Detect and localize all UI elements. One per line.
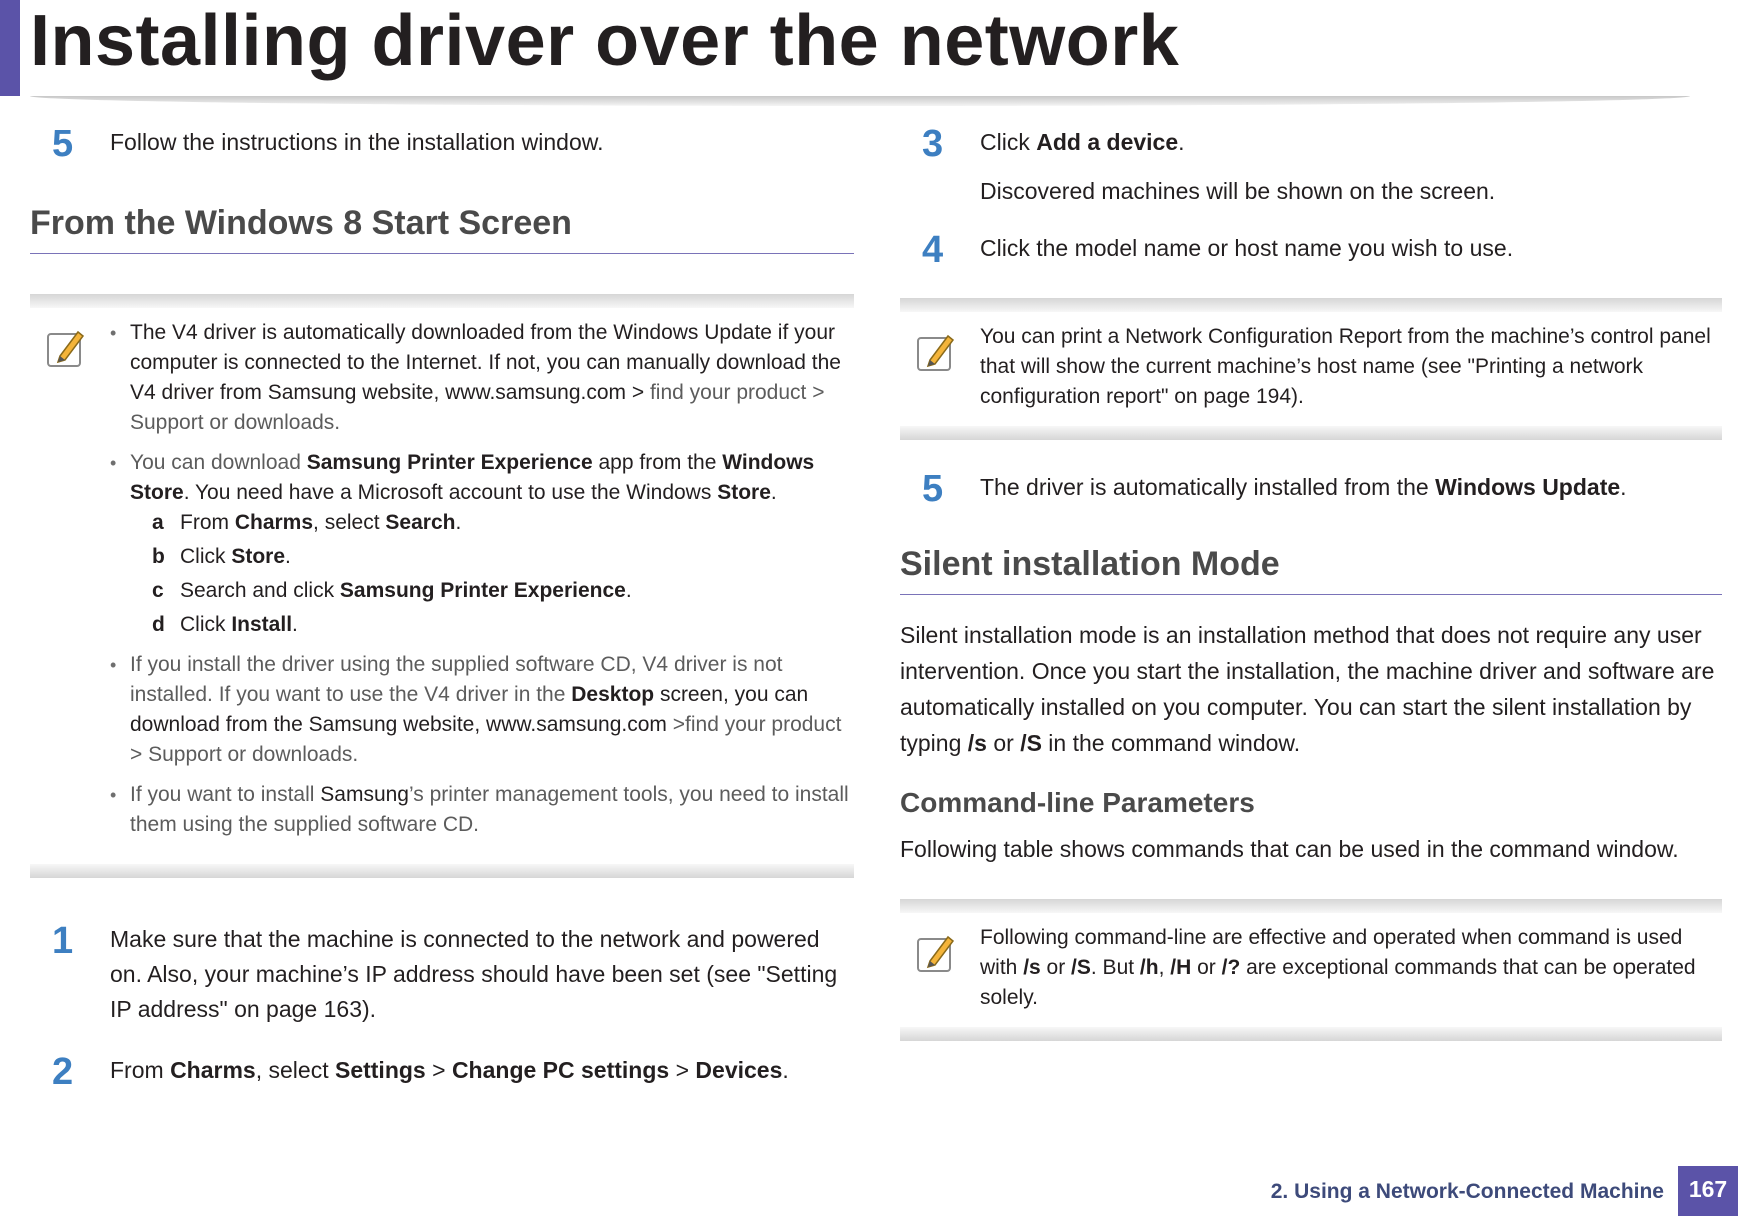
note-pencil-icon	[916, 330, 956, 374]
step-number: 5	[922, 468, 944, 510]
step-text: The driver is automatically installed from the Windows Update.	[980, 474, 1627, 500]
page-number: 167	[1678, 1166, 1738, 1216]
step-number: 3	[922, 123, 944, 165]
note-box-cmdline	[900, 889, 1722, 1051]
footer-chapter-label: 2. Using a Network-Connected Machine	[1270, 1180, 1664, 1203]
note-body	[30, 308, 854, 864]
step-3	[900, 125, 1722, 209]
sub-step-a: a From Charms, select Search.	[152, 511, 462, 534]
title-accent-bar	[0, 0, 20, 96]
note-box-config-report	[900, 288, 1722, 450]
note-top-bar	[30, 294, 854, 308]
page-title: Installing driver over the network	[30, 1, 1180, 81]
section-title-windows8: From the Windows 8 Start Screen	[30, 204, 854, 254]
note-body	[900, 312, 1722, 426]
note-bottom-bar	[30, 864, 854, 878]
note-bullet-1: • The V4 driver is automatically downloaded from the Windows Update if your computer is connected to the Internet. If not, you can manually download the V4 driver from Samsung website, www.samsung.com > find your product > Support or downloads.	[130, 318, 854, 438]
step-5-right	[900, 468, 1722, 510]
note-box-v4	[30, 284, 854, 888]
note-bullet-2: • You can download Samsung Printer Experience app from the Windows Store. You need have a Microsoft account to use the Windows Store. a From Charms, select Search. b Click Store. c Search and click Samsung Printer Experience. d Click Install.	[130, 448, 854, 640]
step-subtext: Discovered machines will be shown on the screen.	[980, 178, 1496, 204]
step-2	[30, 1051, 854, 1093]
subsection-title-cmdline: Command-line Parameters	[900, 787, 1255, 818]
title-underline	[30, 96, 1690, 106]
step-text: Click the model name or host name you wish to use.	[980, 235, 1514, 261]
step-text: From Charms, select Settings > Change PC settings > Devices.	[110, 1057, 789, 1083]
note-top-bar	[900, 298, 1722, 312]
note-bullet-4: • If you want to install Samsung’s printer management tools, you need to install them using the supplied software CD.	[130, 780, 854, 840]
left-column	[30, 125, 854, 1110]
note-bottom-bar	[900, 426, 1722, 440]
step-1	[30, 922, 854, 1027]
step-text: Click Add a device.	[980, 129, 1185, 155]
step-number: 4	[922, 229, 944, 271]
note-bullet-3: • If you install the driver using the supplied software CD, V4 driver is not installed. If you want to use the V4 driver in the Desktop screen, you can download from the Samsung website, www.samsung.com >find your product > Support or downloads.	[130, 650, 854, 770]
sub-step-c: c Search and click Samsung Printer Experience.	[152, 579, 632, 602]
sub-step-b: b Click Store.	[152, 545, 291, 568]
note-text: Following command-line are effective and operated when command is used with /s or /S. But /h, /H or /? are exceptional commands that can be operated solely.	[980, 926, 1696, 1009]
step-text: Make sure that the machine is connected to the network and powered on. Also, your machine’s IP address should have been set (see "Setting IP address" on page 163).	[110, 926, 838, 1022]
step-5-left	[30, 123, 854, 165]
note-top-bar	[900, 899, 1722, 913]
cmdline-description: Following table shows commands that can be used in the command window.	[900, 836, 1679, 862]
note-pencil-icon	[916, 931, 956, 975]
silent-description: Silent installation mode is an installation method that does not require any user intervention. Once you start the installation, the machine driver and software are automatically installed on you computer. You can start the silent installation by typing /s or /S in the command window.	[900, 622, 1715, 756]
note-pencil-icon	[46, 326, 86, 370]
step-number: 5	[52, 123, 74, 165]
step-4	[900, 229, 1722, 271]
note-text: You can print a Network Configuration Report from the machine’s control panel that will show the current machine’s host name (see "Printing a network configuration report" on page 194).	[980, 325, 1711, 408]
sub-steps	[130, 508, 854, 640]
note-bottom-bar	[900, 1027, 1722, 1041]
section-title-silent: Silent installation Mode	[900, 545, 1722, 595]
step-number: 2	[52, 1051, 74, 1093]
note-body	[900, 913, 1722, 1027]
right-column	[900, 125, 1722, 1051]
step-number: 1	[52, 920, 74, 962]
sub-step-d: d Click Install.	[152, 613, 298, 636]
step-text: Follow the instructions in the installation window.	[110, 129, 604, 155]
